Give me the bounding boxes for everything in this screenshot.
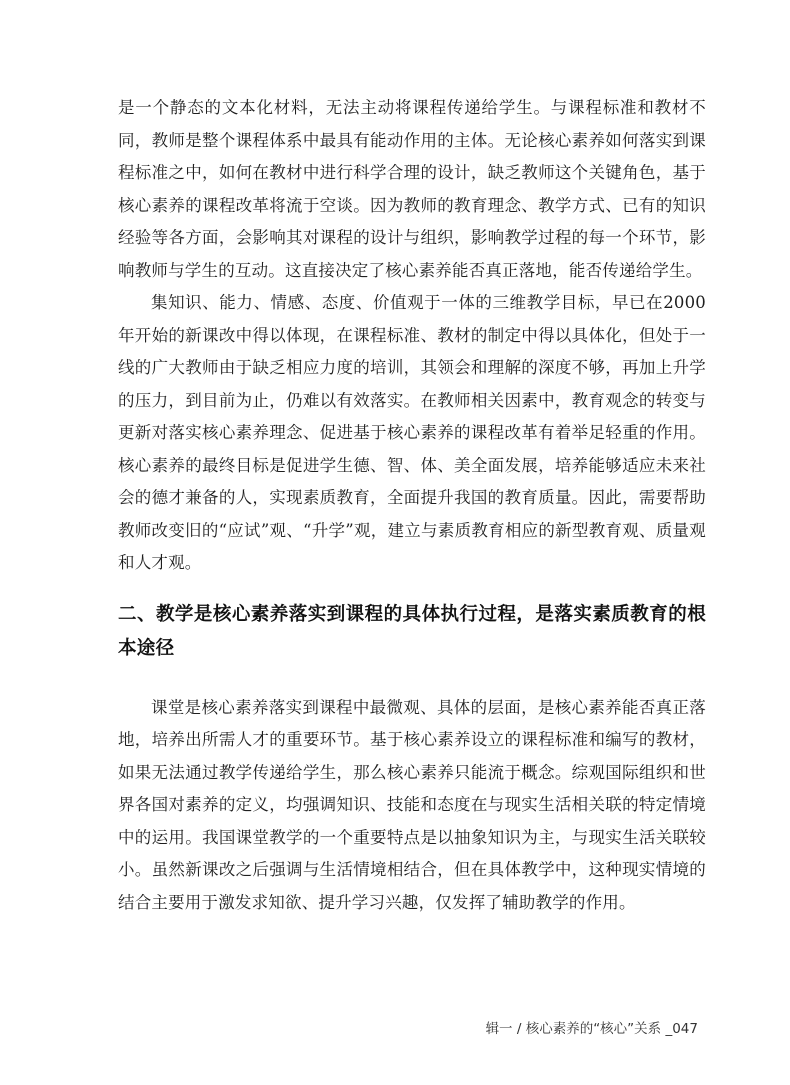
paragraph-classroom: 课堂是核心素养落实到课程中最微观、具体的层面，是核心素养能否真正落地，培养出所需人才的重要环节。基于核心素养设立的课程标准和编写的教材，如果无法通过教学传递给学生，那么核心素养只能流于概念。综观国际组织和世界各国对素养的定义，均强调知识、技能和态度在与现实生活相关联的特定情境中的运用。我国课堂教学的一个重要特点是以抽象知识为主，与现实生活关联较小。虽然新课改之后强调与生活情境相结合，但在具体教学中，这种现实情境的结合主要用于激发求知欲、提升学习兴趣，仅发挥了辅助教学的作用。 (118, 697, 706, 912)
paragraph-three-dimensional-goals: 集知识、能力、情感、态度、价值观于一体的三维教学目标，早已在2000年开始的新课改中得以体现，在课程标准、教材的制定中得以具体化，但处于一线的广大教师由于缺乏相应力度的培训，其领会和理解的深度不够，再加上升学的压力，到目前为止，仍难以有效落实。在教师相关因素中，教育观念的转变与更新对落实核心素养理念、促进基于核心素养的课程改革有着举足轻重的作用。核心素养的最终目标是促进学生德、智、体、美全面发展，培养能够适应未来社会的德才兼备的人，实现素质教育，全面提升我国的教育质量。因此，需要帮助教师改变旧的“应试”观、“升学”观，建立与素质教育相应的新型教育观、质量观和人才观。 (118, 293, 706, 572)
section-heading: 二、教学是核心素养落实到课程的具体执行过程，是落实素质教育的根本途径 (118, 603, 706, 659)
page-body (118, 92, 706, 919)
page-footer: 辑一 / 核心素养的“核心”关系 _047 (485, 1021, 698, 1037)
paragraph-continued: 是一个静态的文本化材料，无法主动将课程传递给学生。与课程标准和教材不同，教师是整个课程体系中最具有能动作用的主体。无论核心素养如何落实到课程标准之中，如何在教材中进行科学合理的设计，缺乏教师这个关键角色，基于核心素养的课程改革将流于空谈。因为教师的教育理念、教学方式、已有的知识经验等各方面，会影响其对课程的设计与组织，影响教学过程的每一个环节，影响教师与学生的互动。这直接决定了核心素养能否真正落地，能否传递给学生。 (118, 98, 706, 280)
